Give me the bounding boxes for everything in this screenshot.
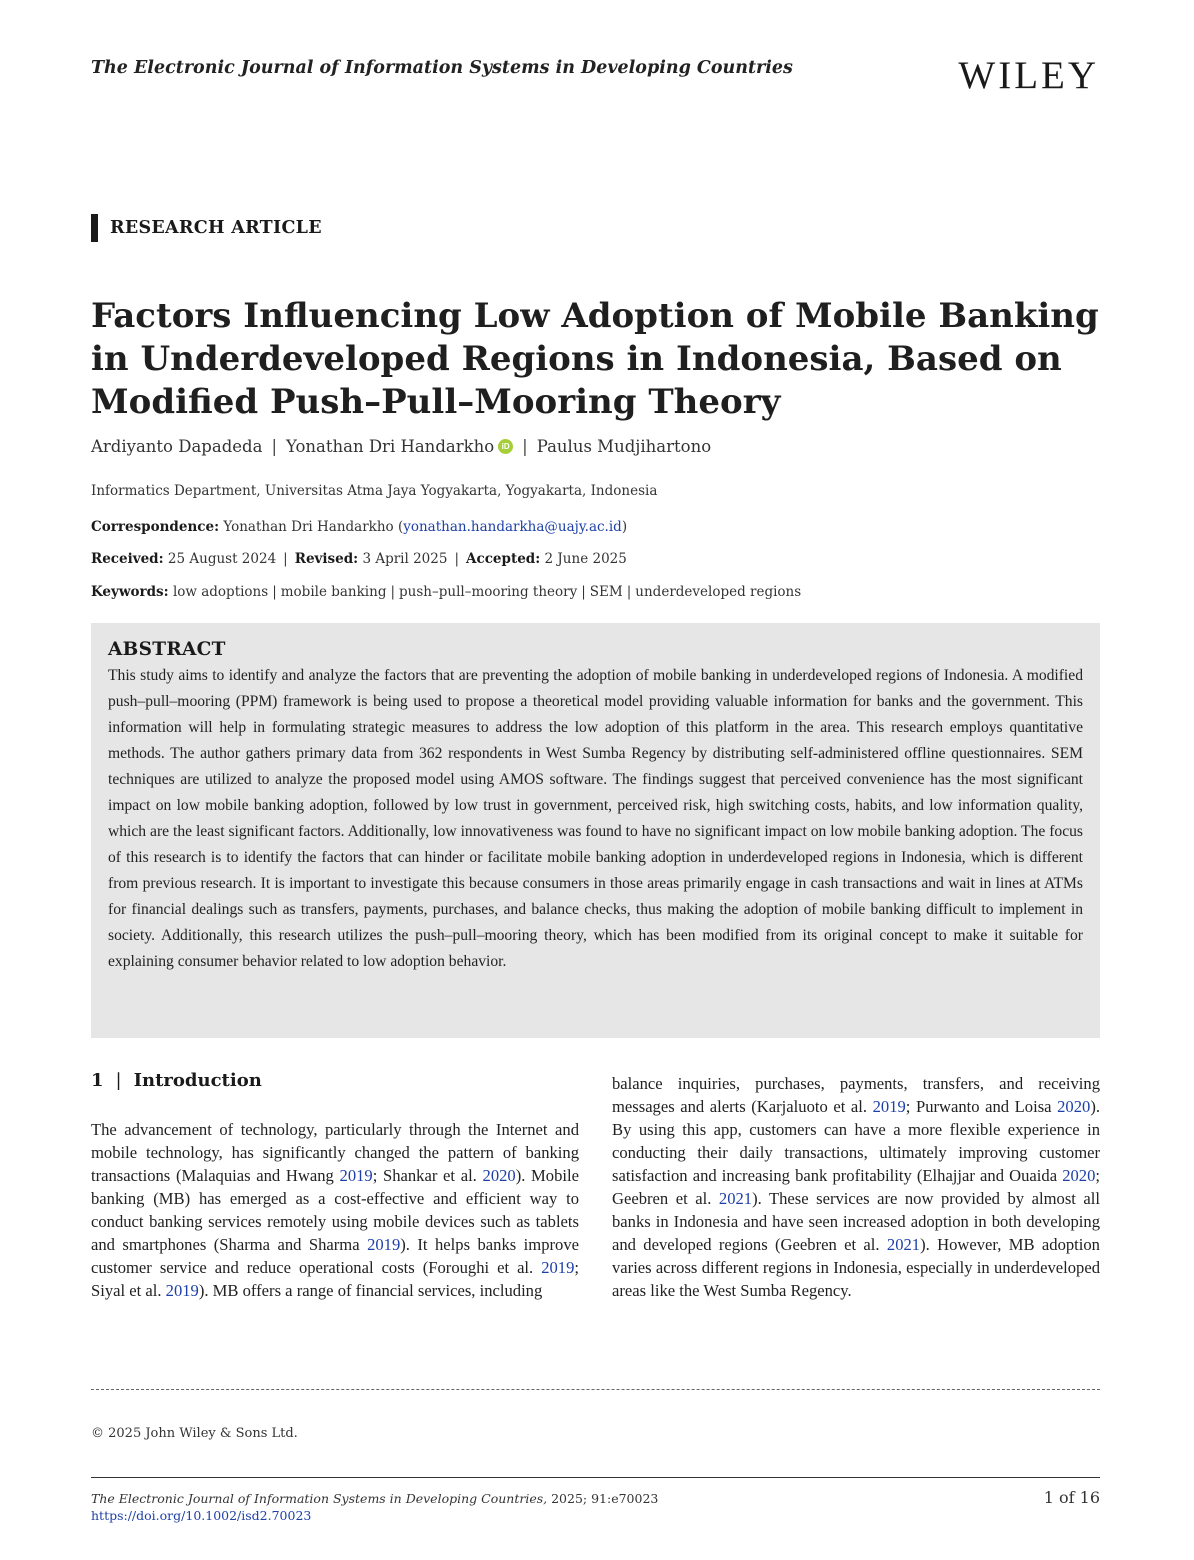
- body-column-right: [612, 1072, 1100, 1302]
- keyword: underdeveloped regions: [635, 584, 802, 600]
- body-text: ). These services are now provided by almost all banks in Indonesia and have seen increased adoption in both developing and developed regions (Geebren et al.: [612, 1189, 1100, 1254]
- footer-volume: 2025; 91:e70023: [547, 1491, 659, 1506]
- journal-header-title: The Electronic Journal of Information Systems in Developing Countries: [91, 58, 793, 78]
- citation-year-link[interactable]: 2019: [872, 1097, 906, 1116]
- orcid-icon[interactable]: iD: [498, 439, 513, 454]
- body-text: ). It helps banks improve customer service and reduce operational costs (Foroughi et al.: [91, 1235, 579, 1277]
- correspondence-label: Correspondence:: [91, 519, 220, 535]
- author-name[interactable]: Yonathan Dri Handarkho: [286, 437, 495, 456]
- section-title: Introduction: [133, 1070, 262, 1091]
- date-separator: |: [283, 551, 288, 567]
- revised-date: 3 April 2025: [362, 551, 448, 567]
- body-text: ; Siyal et al.: [91, 1258, 579, 1300]
- body-text: ). By using this app, customers can have a more flexible experience in conducting their daily transactions, ultimately improving customer satisfaction and increasing bank profitability (Elhajjar and Ouaida: [612, 1097, 1100, 1185]
- dates-line: [91, 551, 627, 567]
- abstract-text: This study aims to identify and analyze the factors that are preventing the adoption of mobile banking in underdeveloped regions of Indonesia. A modified push–pull–mooring (PPM) framework is being used to propose a theoretical model providing valuable information for banks and the government. This information will help in formulating strategic measures to address the low adoption of this platform in the area. This research employs quantitative methods. The author gathers primary data from 362 respondents in West Sumba Regency by distributing self-administered offline questionnaires. SEM techniques are utilized to analyze the proposed model using AMOS software. The findings suggest that perceived convenience has the most significant impact on low mobile banking adoption, followed by low trust in government, perceived risk, high switching costs, habits, and low information quality, which are the least significant factors. Additionally, low innovativeness was found to have no significant impact on low mobile banking adoption. The focus of this research is to identify the factors that can hinder or facilitate mobile banking adoption in underdeveloped regions in Indonesia, which is different from previous research. It is important to investigate this because consumers in those areas primarily engage in cash transactions and wait in lines at ATMs for financial dealings such as transfers, payments, purchases, and balance checks, thus making the adoption of mobile banking difficult to implement in society. Additionally, this research utilizes the push–pull–mooring theory, which has been modified from its original concept to make it suitable for explaining consumer behavior related to low adoption behavior.: [108, 667, 1083, 970]
- author-separator: |: [522, 437, 528, 456]
- keywords-line: Keywords: low adoptions | mobile banking | push–pull–mooring theory | SEM | underdeveloped regions: [91, 584, 802, 600]
- footer-divider: [91, 1477, 1100, 1478]
- body-text: ; Geebren et al.: [612, 1166, 1100, 1208]
- body-text: ). However, MB adoption varies across different regions in Indonesia, especially in underdeveloped areas like the West Sumba Regency.: [612, 1235, 1100, 1300]
- correspondence-line: Correspondence: Yonathan Dri Handarkho (yonathan.handarkha@uajy.ac.id): [91, 519, 628, 535]
- citation-year-link[interactable]: 2019: [165, 1281, 199, 1300]
- body-text: ; Shankar et al.: [372, 1166, 483, 1185]
- abstract-heading: ABSTRACT: [108, 639, 226, 660]
- accepted-label: Accepted:: [466, 551, 541, 567]
- keyword: push–pull–mooring theory: [399, 584, 578, 600]
- author-separator: |: [271, 437, 277, 456]
- citation-year-link[interactable]: 2020: [1062, 1166, 1096, 1185]
- section-number: 1: [91, 1070, 104, 1091]
- wiley-logo[interactable]: WILEY: [958, 54, 1099, 97]
- body-text: balance inquiries, purchases, payments, transfers, and receiving messages and alerts (Karjaluoto et al.: [612, 1074, 1100, 1116]
- body-column-left: [91, 1118, 579, 1302]
- copyright-notice: © 2025 John Wiley & Sons Ltd.: [91, 1426, 298, 1441]
- body-text: ; Purwanto and Loisa: [905, 1097, 1058, 1116]
- keyword: mobile banking: [280, 584, 387, 600]
- citation-year-link[interactable]: 2019: [339, 1166, 373, 1185]
- accepted-date: 2 June 2025: [544, 551, 627, 567]
- footer-citation: [91, 1491, 658, 1506]
- revised-label: Revised:: [294, 551, 359, 567]
- section-heading-introduction: 1 | Introduction: [91, 1070, 262, 1091]
- doi-link[interactable]: https://doi.org/10.1002/isd2.70023: [91, 1508, 312, 1523]
- affiliation: Informatics Department, Universitas Atma Jaya Yogyakarta, Yogyakarta, Indonesia: [91, 483, 658, 499]
- correspondence-email-link[interactable]: yonathan.handarkha@uajy.ac.id: [403, 519, 622, 535]
- abstract-box: [91, 623, 1100, 1038]
- keyword: SEM: [589, 584, 623, 600]
- citation-year-link[interactable]: 2021: [886, 1235, 921, 1254]
- footnote-divider: [91, 1389, 1100, 1390]
- body-text: The advancement of technology, particularly through the Internet and mobile technology, has significantly changed the pattern of banking transactions (Malaquias and Hwang: [91, 1120, 579, 1185]
- page-number: 1 of 16: [1043, 1488, 1100, 1507]
- keywords-label: Keywords:: [91, 584, 169, 600]
- author-name[interactable]: Paulus Mudjihartono: [536, 437, 712, 456]
- keyword: low adoptions: [172, 584, 269, 600]
- citation-year-link[interactable]: 2019: [367, 1235, 401, 1254]
- citation-year-link[interactable]: 2019: [541, 1258, 575, 1277]
- citation-year-link[interactable]: 2021: [718, 1189, 753, 1208]
- received-label: Received:: [91, 551, 164, 567]
- author-list: [91, 437, 711, 456]
- date-separator: |: [454, 551, 460, 567]
- received-date: 25 August 2024: [167, 551, 277, 567]
- article-title: Factors Influencing Low Adoption of Mobile Banking in Underdeveloped Regions in Indonesia, Based on Modified Push–Pull–Mooring Theory: [91, 296, 1099, 422]
- citation-year-link[interactable]: 2020: [482, 1166, 516, 1185]
- article-type-label: RESEARCH ARTICLE: [91, 214, 322, 242]
- citation-year-link[interactable]: 2020: [1057, 1097, 1091, 1116]
- author-name[interactable]: Ardiyanto Dapadeda: [91, 437, 263, 456]
- body-text: ). MB offers a range of financial services, including: [198, 1281, 543, 1300]
- body-text: ). Mobile banking (MB) has emerged as a cost-effective and efficient way to conduct banking services remotely using mobile devices such as tablets and smartphones (Sharma and Sharma: [91, 1166, 579, 1254]
- footer-journal-name: The Electronic Journal of Information Systems in Developing Countries,: [91, 1491, 548, 1506]
- correspondence-name: Yonathan Dri Handarkho: [223, 519, 394, 535]
